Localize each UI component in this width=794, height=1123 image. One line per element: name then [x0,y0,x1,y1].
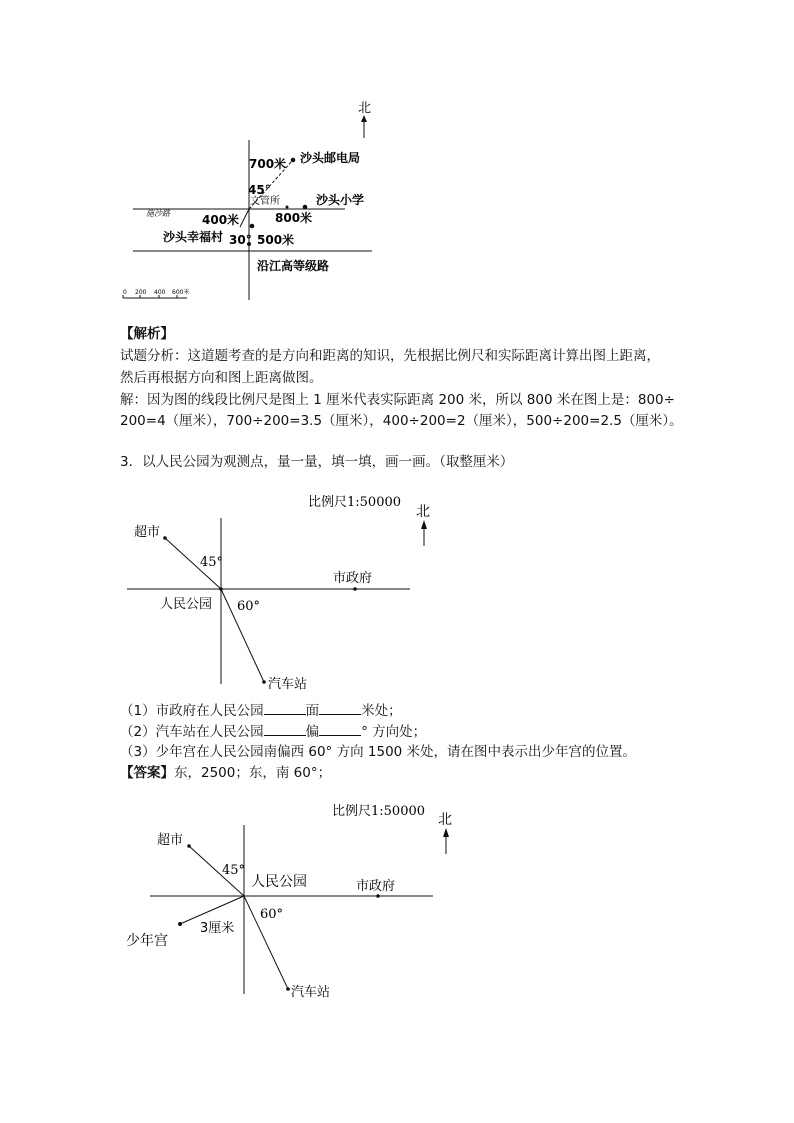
north-label-3: 北 [438,812,452,828]
svg-text:400: 400 [154,289,166,296]
dist-village-label: 400米 [202,213,240,227]
answer-line: 【答案】东，2500；东，南 60°； [120,765,332,781]
dist-school-label: 800米 [275,211,313,225]
scale-label-2: 比例尺1:50000 [308,495,402,510]
post-office-label: 沙头邮电局 [300,151,361,165]
q3-item-3: （3）少年宫在人民公园南偏西 60° 方向 1500 米处，请在图中表示出少年宫的位置。 [120,744,637,760]
bus-label-2: 汽车站 [291,985,331,1000]
angle60-label: 60° [237,599,261,614]
park-label-2: 人民公园 [251,874,307,890]
svg-text:0: 0 [123,289,127,296]
analysis-line-3: 解：因为图的线段比例尺是图上 1 厘米代表实际距离 200 米，所以 800 米在图上是：800÷ [120,392,675,408]
angle2-label: 30° [229,233,252,247]
svg-text:600米: 600米 [172,289,190,296]
analysis-line-2: 然后再根据方向和图上距离做图。 [120,370,323,386]
angle45-label-2: 45° [222,863,246,878]
angle45-label: 45° [200,555,224,570]
q3-item-2: （2）汽车站在人民公园 偏 ° 方向处； [120,721,426,742]
bus-label: 汽车站 [268,677,308,692]
north-arrow-icon [443,828,449,854]
youth-palace-label: 少年宫 [126,933,168,949]
dist-label: 3厘米 [200,921,235,936]
analysis-heading: 【解析】 [120,326,174,342]
analysis-line-4: 200=4（厘米），700÷200=3.5（厘米），400÷200=2（厘米），500÷200=2.5（厘米）。 [120,413,683,429]
analysis-line-1: 试题分析：这道题考查的是方向和距离的知识，先根据比例尺和实际距离计算出图上距离， [120,348,660,364]
question-3-title: 3．以人民公园为观测点，量一量，填一填，画一画。（取整厘米） [120,454,514,470]
north-label: 北 [358,101,372,116]
supermarket-label: 超市 [134,525,161,540]
dist-south-label: 500米 [257,233,295,247]
scale-label-3: 比例尺1:50000 [332,804,426,819]
govt-label: 市政府 [333,571,373,586]
origin-label: 文管所 [250,196,280,207]
govt-label-2: 市政府 [356,879,396,894]
park-label: 人民公园 [160,597,213,612]
svg-text:200: 200 [135,289,147,296]
dist-post-label: 700米 [249,157,287,171]
road-south-label: 沿江高等级路 [257,259,330,273]
north-label-2: 北 [416,504,430,520]
school-label: 沙头小学 [316,193,365,207]
q3-item-1: （1）市政府在人民公园 面 米处； [120,700,402,721]
road-west-label: 施沙路 [146,209,170,218]
supermarket-label-2: 超市 [157,833,184,848]
village-label: 沙头幸福村 [163,230,224,244]
angle60-label-2: 60° [260,907,284,922]
angle-label: 45° [248,183,271,197]
